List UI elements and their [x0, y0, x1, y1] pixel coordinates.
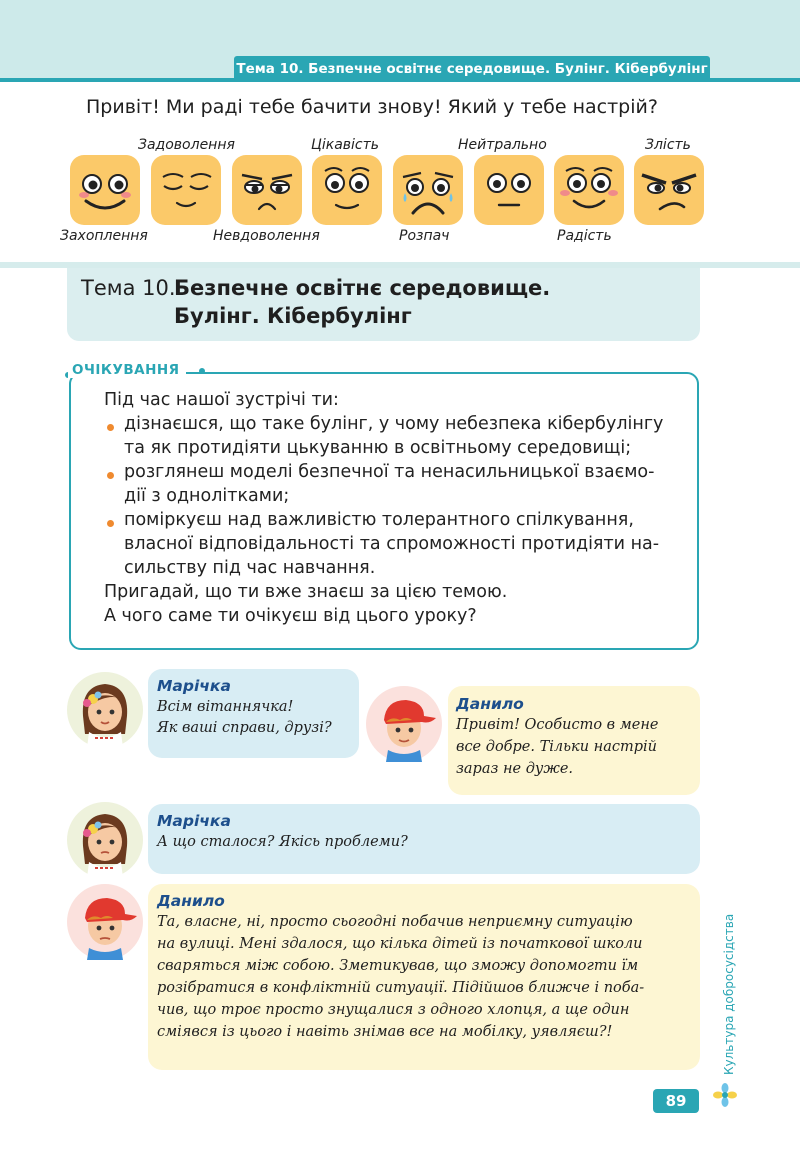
mood-label-displeased: Невдоволення — [213, 228, 320, 244]
bullet-icon — [107, 424, 114, 431]
message-1-line-1: Всім вітаннячка! — [157, 699, 294, 715]
flower-icon — [712, 1082, 738, 1108]
bullet-icon — [107, 520, 114, 527]
speaker-name-2: Данило — [456, 695, 524, 713]
message-3-line-1: А що сталося? Якісь проблеми? — [157, 834, 408, 850]
mood-label-angry: Злість — [645, 137, 691, 153]
curious-face-icon — [312, 155, 382, 225]
topic-title-line-1: Безпечне освітнє середовище. — [174, 276, 551, 300]
topic-number: Тема 10. — [81, 276, 176, 300]
expectation-item-2-line-1: розглянеш моделі безпечної та ненасильницької взаємо- — [124, 462, 655, 482]
expectation-item-2-line-2: дії з однолітками; — [124, 486, 290, 506]
girl-avatar — [67, 672, 143, 748]
message-2-line-1: Привіт! Особисто в мене — [456, 717, 659, 733]
mood-label-content: Задоволення — [138, 137, 235, 153]
message-4-line-5: чив, що троє просто знущалися з одного хлопця, а ще один — [157, 1002, 630, 1018]
message-4-line-2: на вулиці. Мені здалося, що кілька дітей із початкової школи — [157, 936, 643, 952]
expectation-item-3-line-1: поміркуєш над важливістю толерантного спілкування, — [124, 510, 634, 530]
expectations-outro-1: Пригадай, що ти вже знаєш за цією темою. — [104, 582, 508, 602]
expectations-intro: Під час нашої зустрічі ти: — [104, 390, 339, 410]
topic-card — [67, 268, 700, 341]
message-4-line-6: сміявся із цього і навіть знімав все на мобілку, уявляєш?! — [157, 1024, 613, 1040]
page-number: 89 — [653, 1089, 699, 1113]
speaker-name-3: Марічка — [157, 812, 231, 830]
angry-face-icon — [634, 155, 704, 225]
despair-face-icon — [393, 155, 463, 225]
mood-label-excited: Захоплення — [60, 228, 148, 244]
expectation-item-3-line-2: власної відповідальності та спроможності протидіяти на- — [124, 534, 660, 554]
expectation-item-1-line-2: та як протидіяти цькуванню в освітньому середовищі; — [124, 438, 632, 458]
speaker-name-4: Данило — [157, 892, 225, 910]
message-bubble-4 — [148, 884, 700, 1070]
content-face-icon — [151, 155, 221, 225]
boy-avatar — [366, 686, 442, 762]
mood-label-despair: Розпач — [399, 228, 450, 244]
message-2-line-3: зараз не дуже. — [456, 761, 574, 777]
message-4-line-1: Та, власне, ні, просто сьогодні побачив неприємну ситуацію — [157, 914, 633, 930]
message-4-line-4: розібратися в конфліктній ситуації. Підійшов ближче і поба- — [157, 980, 645, 996]
joy-face-icon — [554, 155, 624, 225]
message-2-line-2: все добре. Тільки настрій — [456, 739, 657, 755]
bullet-icon — [107, 472, 114, 479]
neutral-face-icon — [474, 155, 544, 225]
greeting-text: Привіт! Ми раді тебе бачити знову! Який у тебе настрій? — [86, 96, 658, 118]
displeased-face-icon — [232, 155, 302, 225]
expectation-item-1-line-1: дізнаєшся, що таке булінг, у чому небезпека кібербулінгу — [124, 414, 664, 434]
mood-label-curious: Цікавість — [311, 137, 380, 153]
expectations-title: ОЧІКУВАННЯ — [68, 362, 186, 378]
expectations-outro-2: А чого саме ти очікуєш від цього уроку? — [104, 606, 477, 626]
excited-face-icon — [70, 155, 140, 225]
expectation-item-3-line-3: сильству під час навчання. — [124, 558, 376, 578]
topic-title-line-2: Булінг. Кібербулінг — [174, 304, 412, 328]
mood-label-neutral: Нейтрально — [458, 137, 547, 153]
message-1-line-2: Як ваші справи, друзі? — [157, 720, 332, 736]
girl-avatar — [67, 802, 143, 878]
message-4-line-3: сваряться між собою. Зметикував, що зможу допомогти їм — [157, 958, 639, 974]
speaker-name-1: Марічка — [157, 677, 231, 695]
running-header: Тема 10. Безпечне освітнє середовище. Булінг. Кібербулінг — [234, 56, 710, 82]
section-name: Культура добросусідства — [722, 913, 736, 1075]
boy-avatar — [67, 884, 143, 960]
title-dot-right — [199, 368, 205, 374]
mood-label-joy: Радість — [557, 228, 612, 244]
